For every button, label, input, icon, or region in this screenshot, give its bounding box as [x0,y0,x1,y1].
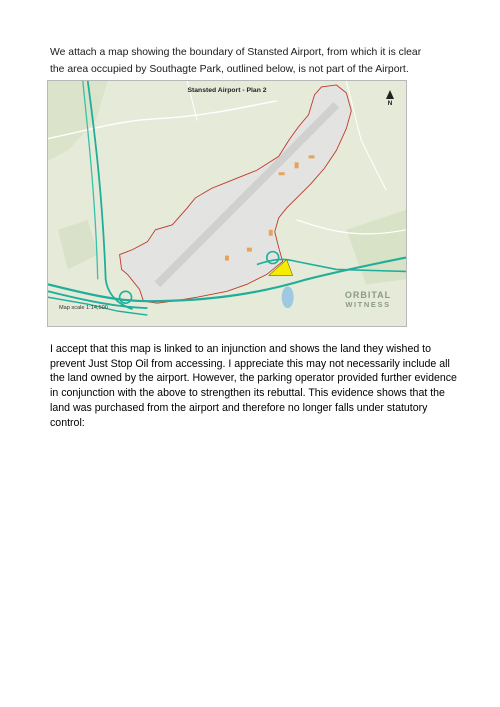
north-label: N [387,100,393,107]
map-title: Stansted Airport - Plan 2 [187,87,267,94]
lake [282,286,294,308]
logo-line1: ORBITAL [344,290,392,300]
map-scale-label: Map scale 1:14,500 [59,305,108,311]
intro-paragraph: We attach a map showing the boundary of Stansted Airport, from which it is clear the area occupied by Southagte Park, outlined below, is not part of the Airport. [50,47,422,75]
airport-boundary-map [47,80,407,327]
north-arrow [384,90,396,107]
body-paragraph: I accept that this map is linked to an injunction and shows the land they wished to prevent Just Stop Oil from accessing. I appreciate this may not necessarily include all the land owned by the airport. However, the parking operator provided further evidence in conjunction with the above to strengthen its rebuttal. This evidence shows that the land was purchased from the airport and therefore no longer falls under statutory control: [50,343,457,429]
north-arrow-icon [386,90,394,99]
logo-line2: WITNESS [345,300,391,309]
orbital-witness-logo [338,290,398,309]
